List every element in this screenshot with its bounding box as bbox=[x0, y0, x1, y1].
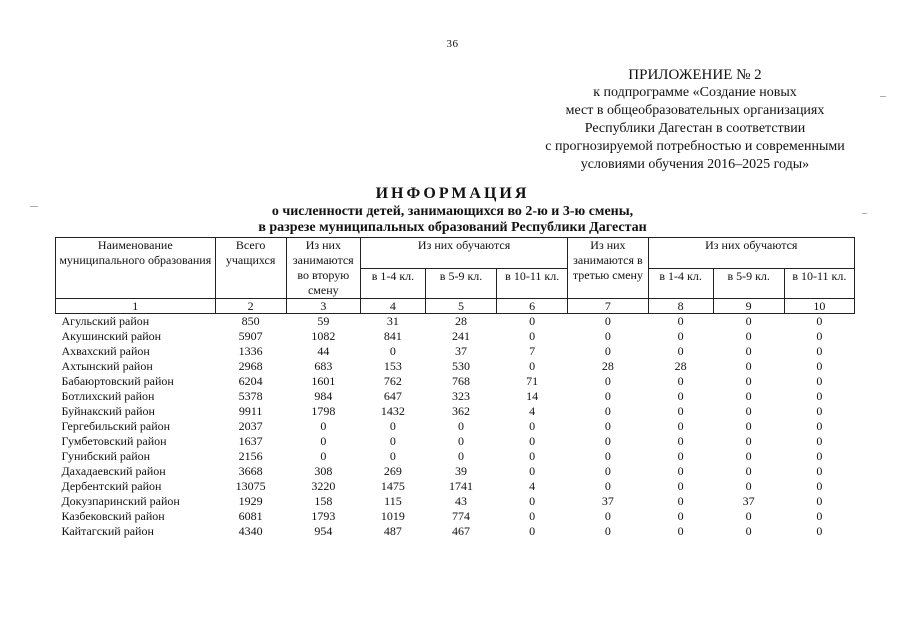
table-row bbox=[56, 449, 855, 464]
document-subtitle-1: о численности детей, занимающихся во 2-ю и 3-ю смены, bbox=[271, 204, 634, 219]
table-body bbox=[56, 314, 855, 540]
table-cell: 308 bbox=[314, 464, 333, 478]
document-subtitle-2: в разрезе муниципальных образований Республики Дагестан bbox=[258, 220, 647, 235]
table-cell: 0 bbox=[389, 344, 396, 358]
table-cell: 0 bbox=[816, 359, 823, 373]
table-cell: 0 bbox=[604, 434, 611, 448]
header-grade-10-11-third: в 10-11 кл. bbox=[784, 268, 854, 299]
table-cell: 0 bbox=[389, 419, 396, 433]
table-cell: 0 bbox=[529, 434, 536, 448]
header-third-shift: Из них занимаются в третью смену bbox=[568, 238, 648, 299]
district-name: Ботлихский район bbox=[61, 389, 155, 403]
shifts-table bbox=[55, 237, 855, 539]
header-grade-5-9-third: в 5-9 кл. bbox=[713, 268, 784, 299]
column-number: 7 bbox=[568, 299, 648, 314]
table-cell: 0 bbox=[816, 374, 823, 388]
header-grade-5-9: в 5-9 кл. bbox=[425, 268, 496, 299]
table-cell: 954 bbox=[314, 524, 333, 538]
table-cell: 0 bbox=[677, 344, 684, 358]
table-row bbox=[56, 494, 855, 509]
table-cell: 0 bbox=[604, 419, 611, 433]
table-cell: 0 bbox=[677, 419, 684, 433]
district-name: Гергебильский район bbox=[61, 419, 171, 433]
table-cell: 2037 bbox=[238, 419, 263, 433]
table-cell: 0 bbox=[816, 479, 823, 493]
table-cell: 7 bbox=[529, 344, 536, 358]
table-cell: 0 bbox=[816, 464, 823, 478]
table-cell: 4 bbox=[529, 404, 536, 418]
table-cell: 774 bbox=[452, 509, 471, 523]
table-cell: 0 bbox=[745, 479, 752, 493]
table-cell: 0 bbox=[529, 494, 536, 508]
appendix-title: ПРИЛОЖЕНИЕ № 2 bbox=[628, 67, 762, 83]
table-cell: 0 bbox=[677, 404, 684, 418]
district-name: Ахвахский район bbox=[61, 344, 150, 358]
table-cell: 1601 bbox=[311, 374, 336, 388]
district-name: Буйнакский район bbox=[61, 404, 155, 418]
header-grade-10-11: в 10-11 кл. bbox=[497, 268, 568, 299]
table-cell: 2968 bbox=[238, 359, 263, 373]
table-cell: 5907 bbox=[238, 329, 263, 343]
table-cell: 0 bbox=[745, 329, 752, 343]
table-cell: 0 bbox=[816, 344, 823, 358]
table-cell: 0 bbox=[816, 434, 823, 448]
appendix-line: с прогнозируемой потребностью и современными bbox=[545, 139, 845, 154]
table-cell: 0 bbox=[745, 344, 752, 358]
table-cell: 0 bbox=[604, 329, 611, 343]
table-cell: 768 bbox=[452, 374, 471, 388]
table-cell: 0 bbox=[745, 359, 752, 373]
table-cell: 0 bbox=[320, 449, 327, 463]
table-cell: 71 bbox=[526, 374, 539, 388]
table-cell: 0 bbox=[604, 524, 611, 538]
table-cell: 0 bbox=[320, 434, 327, 448]
table-cell: 0 bbox=[529, 329, 536, 343]
table-cell: 4 bbox=[529, 479, 536, 493]
header-second-shift: Из них занимаются во вторую смену bbox=[286, 238, 360, 299]
table-cell: 0 bbox=[604, 314, 611, 328]
table-cell: 37 bbox=[455, 344, 468, 358]
table-cell: 0 bbox=[745, 434, 752, 448]
table-cell: 0 bbox=[529, 509, 536, 523]
table-cell: 0 bbox=[677, 464, 684, 478]
table-cell: 153 bbox=[383, 359, 402, 373]
header-grade-1-4-third: в 1-4 кл. bbox=[648, 268, 713, 299]
column-number: 3 bbox=[286, 299, 360, 314]
table-cell: 0 bbox=[816, 524, 823, 538]
table-cell: 850 bbox=[241, 314, 260, 328]
table-cell: 6204 bbox=[238, 374, 263, 388]
district-name: Ахтынский район bbox=[61, 359, 153, 373]
district-name: Акушинский район bbox=[61, 329, 162, 343]
scan-mark bbox=[880, 96, 886, 97]
table-cell: 0 bbox=[604, 389, 611, 403]
table-cell: 5378 bbox=[238, 389, 263, 403]
header-third-group: Из них обучаются bbox=[648, 238, 854, 269]
table-row bbox=[56, 359, 855, 374]
table-cell: 1793 bbox=[311, 509, 336, 523]
table-cell: 44 bbox=[317, 344, 330, 358]
table-cell: 0 bbox=[458, 419, 465, 433]
table-cell: 158 bbox=[314, 494, 333, 508]
table-cell: 3668 bbox=[238, 464, 263, 478]
table-cell: 59 bbox=[317, 314, 330, 328]
table-row bbox=[56, 434, 855, 449]
table-cell: 0 bbox=[745, 464, 752, 478]
table-cell: 0 bbox=[745, 314, 752, 328]
table-row bbox=[56, 314, 855, 330]
table-cell: 1929 bbox=[238, 494, 263, 508]
table-cell: 487 bbox=[383, 524, 402, 538]
table-cell: 0 bbox=[745, 374, 752, 388]
column-number: 5 bbox=[425, 299, 496, 314]
table-cell: 1336 bbox=[238, 344, 263, 358]
table-cell: 0 bbox=[604, 449, 611, 463]
table-cell: 0 bbox=[320, 419, 327, 433]
district-name: Кайтагский район bbox=[61, 524, 154, 538]
table-cell: 241 bbox=[452, 329, 471, 343]
table-row bbox=[56, 344, 855, 359]
table-cell: 0 bbox=[389, 434, 396, 448]
table-row bbox=[56, 374, 855, 389]
column-number-row bbox=[56, 299, 855, 314]
table-cell: 762 bbox=[383, 374, 402, 388]
district-name: Дербентский район bbox=[61, 479, 162, 493]
table-cell: 28 bbox=[455, 314, 468, 328]
scan-mark bbox=[30, 206, 38, 207]
table-cell: 0 bbox=[677, 479, 684, 493]
table-cell: 530 bbox=[452, 359, 471, 373]
scan-mark bbox=[862, 213, 867, 214]
table-cell: 9911 bbox=[238, 404, 263, 418]
table-cell: 0 bbox=[745, 419, 752, 433]
table-cell: 269 bbox=[383, 464, 402, 478]
table-cell: 6081 bbox=[238, 509, 263, 523]
document-title: ИНФОРМАЦИЯ bbox=[375, 185, 530, 202]
district-name: Гунибский район bbox=[61, 449, 151, 463]
appendix-line: условиями обучения 2016–2025 годы» bbox=[580, 157, 810, 172]
table-cell: 323 bbox=[452, 389, 471, 403]
table-cell: 0 bbox=[677, 389, 684, 403]
column-number: 10 bbox=[784, 299, 854, 314]
table-row bbox=[56, 404, 855, 419]
table-cell: 115 bbox=[384, 494, 402, 508]
table-cell: 1082 bbox=[311, 329, 336, 343]
table-cell: 0 bbox=[604, 344, 611, 358]
table-cell: 0 bbox=[529, 464, 536, 478]
table-cell: 0 bbox=[816, 314, 823, 328]
table-cell: 0 bbox=[529, 419, 536, 433]
table-cell: 43 bbox=[455, 494, 468, 508]
table-cell: 0 bbox=[529, 359, 536, 373]
table-cell: 31 bbox=[386, 314, 399, 328]
table-cell: 0 bbox=[529, 449, 536, 463]
table-row bbox=[56, 509, 855, 524]
column-number: 2 bbox=[215, 299, 286, 314]
table-row bbox=[56, 524, 855, 539]
appendix-line: Республики Дагестан в соответствии bbox=[584, 121, 806, 136]
appendix-line: к подпрограмме «Создание новых bbox=[593, 85, 797, 100]
district-name: Гумбетовский район bbox=[61, 434, 167, 448]
column-number: 4 bbox=[360, 299, 425, 314]
district-name: Казбековский район bbox=[61, 509, 165, 523]
table-row bbox=[56, 329, 855, 344]
table-cell: 4340 bbox=[238, 524, 263, 538]
table-cell: 1475 bbox=[380, 479, 405, 493]
table-cell: 28 bbox=[601, 359, 614, 373]
table-cell: 0 bbox=[604, 464, 611, 478]
table-cell: 0 bbox=[745, 449, 752, 463]
table-cell: 0 bbox=[745, 404, 752, 418]
table-cell: 0 bbox=[745, 509, 752, 523]
table-cell: 0 bbox=[816, 509, 823, 523]
appendix-line: мест в общеобразовательных организациях bbox=[565, 103, 825, 118]
table-cell: 0 bbox=[677, 329, 684, 343]
table-cell: 1741 bbox=[449, 479, 474, 493]
table-cell: 0 bbox=[677, 494, 684, 508]
table-cell: 0 bbox=[458, 434, 465, 448]
header-grade-1-4: в 1-4 кл. bbox=[360, 268, 425, 299]
table-cell: 37 bbox=[742, 494, 755, 508]
table-cell: 0 bbox=[816, 389, 823, 403]
page-number: 36 bbox=[446, 38, 459, 50]
table-cell: 984 bbox=[314, 389, 333, 403]
table-cell: 13075 bbox=[235, 479, 266, 493]
table-cell: 0 bbox=[745, 389, 752, 403]
table-cell: 0 bbox=[677, 374, 684, 388]
table-cell: 0 bbox=[816, 404, 823, 418]
column-number: 8 bbox=[648, 299, 713, 314]
table-cell: 14 bbox=[526, 389, 539, 403]
district-name: Дахадаевский район bbox=[61, 464, 166, 478]
table-row bbox=[56, 419, 855, 434]
table-row bbox=[56, 389, 855, 404]
table-cell: 683 bbox=[314, 359, 333, 373]
district-name: Докузпаринский район bbox=[61, 494, 180, 508]
table-cell: 0 bbox=[816, 419, 823, 433]
table-cell: 28 bbox=[674, 359, 687, 373]
table-cell: 39 bbox=[455, 464, 468, 478]
header-second-group: Из них обучаются bbox=[360, 238, 567, 269]
table-cell: 0 bbox=[529, 524, 536, 538]
column-number: 1 bbox=[56, 299, 216, 314]
table-cell: 0 bbox=[816, 329, 823, 343]
table-cell: 0 bbox=[458, 449, 465, 463]
table-cell: 1637 bbox=[238, 434, 263, 448]
table-cell: 0 bbox=[529, 314, 536, 328]
table-cell: 2156 bbox=[238, 449, 263, 463]
district-name: Бабаюртовский район bbox=[61, 374, 174, 388]
table-row bbox=[56, 479, 855, 494]
table-cell: 1798 bbox=[311, 404, 336, 418]
column-number: 6 bbox=[497, 299, 568, 314]
table-cell: 0 bbox=[389, 449, 396, 463]
table-cell: 1019 bbox=[380, 509, 405, 523]
table-cell: 3220 bbox=[311, 479, 336, 493]
table-cell: 0 bbox=[604, 509, 611, 523]
table-row bbox=[56, 464, 855, 479]
table-cell: 0 bbox=[604, 479, 611, 493]
table-cell: 0 bbox=[604, 374, 611, 388]
table-cell: 841 bbox=[383, 329, 402, 343]
table-cell: 37 bbox=[601, 494, 614, 508]
table-cell: 0 bbox=[677, 524, 684, 538]
table-cell: 0 bbox=[677, 434, 684, 448]
document-heading bbox=[0, 184, 905, 236]
table-cell: 0 bbox=[677, 449, 684, 463]
table-cell: 362 bbox=[452, 404, 471, 418]
table-cell: 1432 bbox=[380, 404, 405, 418]
table-cell: 0 bbox=[604, 404, 611, 418]
table-cell: 0 bbox=[816, 449, 823, 463]
header-total: Всего учащихся bbox=[215, 238, 286, 299]
header-name: Наименование муниципального образования bbox=[56, 238, 216, 299]
table-cell: 647 bbox=[383, 389, 402, 403]
table-cell: 0 bbox=[816, 494, 823, 508]
table-cell: 0 bbox=[745, 524, 752, 538]
table-cell: 0 bbox=[677, 314, 684, 328]
district-name: Агульский район bbox=[61, 314, 150, 328]
appendix-block bbox=[505, 66, 885, 174]
column-number: 9 bbox=[713, 299, 784, 314]
table-cell: 0 bbox=[677, 509, 684, 523]
table-cell: 467 bbox=[452, 524, 471, 538]
